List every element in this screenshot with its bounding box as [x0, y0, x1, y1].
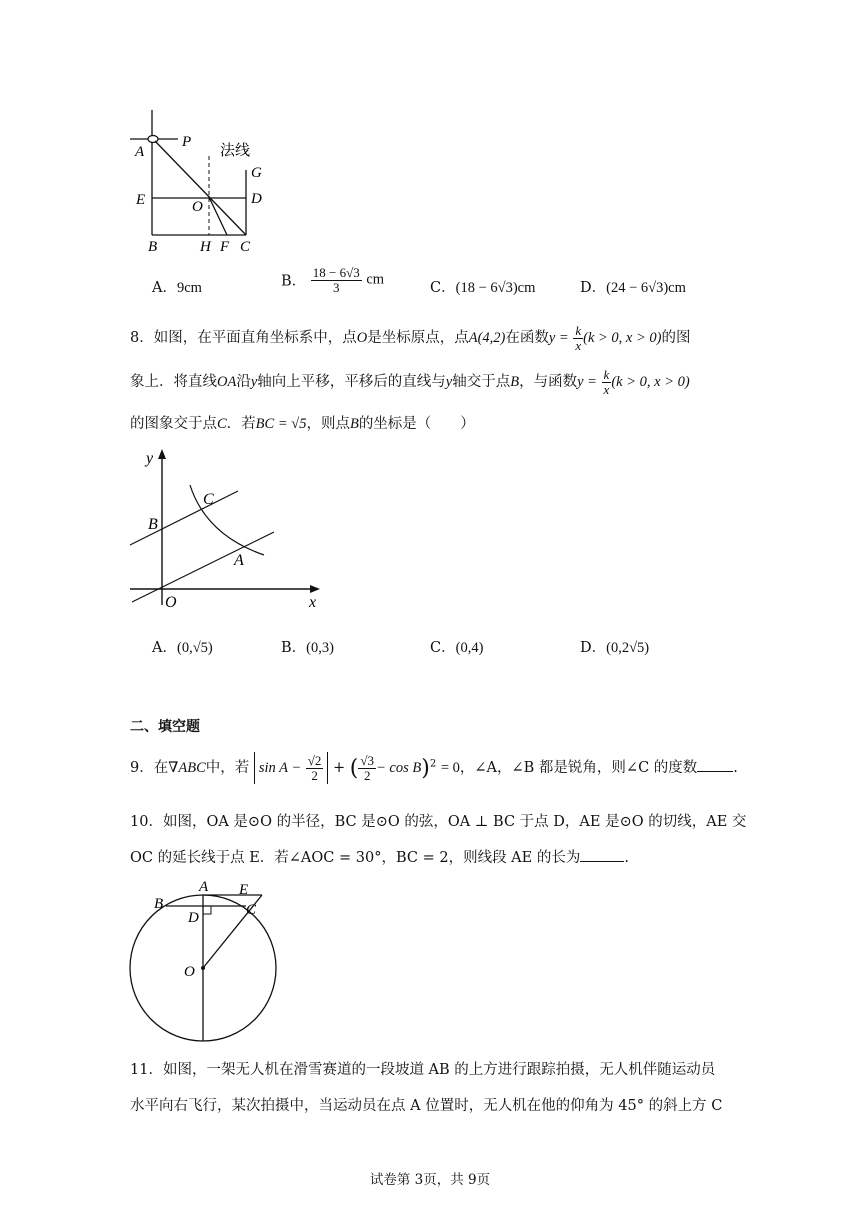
q11-line2: 水平向右飞行，某次拍摄中，当运动员在点 A 位置时，无人机在他的仰角为 45° 的斜上方 C [130, 1098, 723, 1114]
section-title: 二、填空题 [130, 719, 200, 735]
q10-line2: OC 的延长线于点 E．若∠AOC = 30°，BC = 2，则线段 AE 的长为 . [130, 850, 629, 866]
fig8-label-x: x [309, 594, 317, 611]
q9-line: 9．在∇ABC中，若 sin A − $\frac{√2}{2}$ + ( $\frac{√3}{2}$ − cos B)$^2$ = 0，∠A，∠B 都是锐角，则∠C 的度数 . [130, 753, 738, 783]
fig7-label-H: H [200, 239, 211, 255]
fig10-label-A: A [199, 879, 209, 895]
q8-line3: 的图象交于点C．若BC = √5，则点B的坐标是（ ） [130, 416, 475, 432]
q11-line1: 11．如图，一架无人机在滑雪赛道的一段坡道 AB 的上方进行跟踪拍摄，无人机伴随运动员 [130, 1062, 716, 1078]
q7-option-c: C．(18 − 6√3)cm [430, 280, 536, 296]
fig10-label-C: C [246, 902, 257, 918]
fig7-label-F: F [220, 239, 230, 255]
q10-figure [126, 876, 286, 1046]
q10-line1: 10．如图，OA 是⊙O 的半径，BC 是⊙O 的弦，OA ⊥ BC 于点 D，AE 是⊙O 的切线，AE 交 [130, 814, 747, 830]
fig7-label-B: B [148, 239, 158, 255]
q7-option-b: B． $\frac{18 - 6√3}{3}$ cm [281, 265, 385, 295]
q8-option-c: C．(0,4) [430, 640, 484, 656]
fig7-label-E: E [136, 192, 146, 208]
fig7-label-G: G [251, 165, 262, 181]
q7-option-d: D．(24 − 6√3)cm [580, 280, 686, 296]
fig8-label-B: B [148, 516, 158, 533]
fig10-label-B: B [154, 896, 164, 912]
q8-option-d: D．(0,2√5) [580, 640, 650, 656]
fig7-label-P: P [182, 134, 192, 150]
fig10-label-O: O [184, 964, 195, 980]
page-footer: 试卷第 3页，共 9页 [369, 1172, 491, 1188]
fig7-label-O: O [192, 199, 203, 215]
q7-option-a: A．9cm [152, 280, 202, 296]
fig8-label-A: A [234, 552, 244, 569]
fig7-label-D: D [251, 191, 262, 207]
q8-line1: 8．如图，在平面直角坐标系中，点O是坐标原点，点A(4,2)在函数y = $\frac{k}{x}$ (k > 0, x > 0)的图 [130, 323, 691, 353]
q8-option-b: B．(0,3) [281, 640, 334, 656]
fig10-label-E: E [239, 882, 249, 898]
fig7-label-normal: 法线 [220, 141, 251, 159]
q7-figure [128, 108, 288, 258]
fig8-label-C: C [203, 491, 214, 508]
fig8-label-O: O [165, 594, 177, 611]
q8-line2: 象上．将直线OA沿y轴向上平移，平移后的直线与y轴交于点B，与函数y = $\frac{k}{x}$ (k > 0, x > 0) [130, 367, 690, 397]
fig8-label-y: y [146, 450, 154, 467]
q8-figure [128, 445, 328, 615]
fig7-label-A: A [135, 144, 145, 160]
fig10-label-D: D [188, 910, 199, 926]
fig7-label-C: C [240, 239, 251, 255]
q8-option-a: A．(0,√5) [152, 640, 213, 656]
